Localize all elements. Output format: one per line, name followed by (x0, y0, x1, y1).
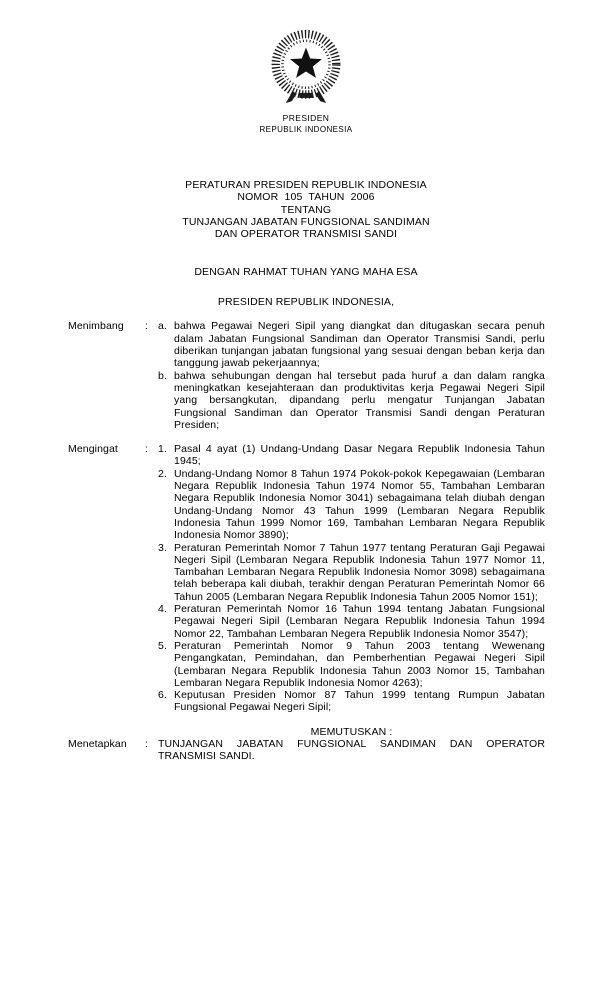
item-text: bahwa sehubungan dengan hal tersebut pada huruf a dan dalam rangka meningkatkan kesejahteraan dan produktivitas kerja Pegawai Negeri Sipil yang bersangkutan, dipandang perlu mengatur Tunjangan Jabatan Fungsional Sandiman dan Operator Transmisi Sandi dengan Peraturan Presiden; (174, 369, 545, 431)
institution-line2: REPUBLIK INDONESIA (259, 125, 353, 134)
list-item (158, 468, 545, 542)
menetapkan-label-text: Menetapkan (68, 737, 127, 750)
presidential-seal-icon (264, 24, 348, 108)
list-item (158, 370, 545, 431)
item-marker: 1. (158, 443, 167, 456)
menimbang-label (68, 320, 148, 332)
menimbang-label-text: Menimbang (68, 320, 124, 333)
authority-line: PRESIDEN REPUBLIK INDONESIA, (217, 296, 395, 309)
menimbang-section (68, 320, 545, 431)
mengingat-label (68, 443, 148, 455)
mengingat-section (68, 443, 545, 714)
title-line-subject-1: TUNJANGAN JABATAN FUNGSIONAL SANDIMAN (182, 215, 430, 228)
item-text: Peraturan Pemerintah Nomor 9 Tahun 2003 tentang Wewenang Pengangkatan, Pemindahan, dan Pemberhentian Pegawai Negeri Sipil (Lembaran Negara Republik Indonesia Tahun 2003 Nomor 15, Tambahan Lembaran Negara Republik Indonesia Nomor 4263); (174, 639, 545, 689)
list-item (158, 640, 545, 689)
memutuskan-heading: MEMUTUSKAN : (310, 725, 393, 738)
item-text: Peraturan Pemerintah Nomor 16 Tahun 1994 tentang Jabatan Fungsional Pegawai Negeri Sipil (Lembaran Negara Republik Indonesia Tahun 1994 Nomor 22, Tambahan Lembaran Negera Republik Indonesia Nomor 3547); (174, 603, 545, 640)
item-text: bahwa Pegawai Negeri Sipil yang diangkat dan ditugaskan secara penuh dalam Jabatan Fungsional Sandiman dan Operator Transmisi Sandi, perlu diberikan tunjangan jabatan fungsional yang sesuai dengan beban kerja dan tanggung jawab pekerjaannya; (174, 320, 545, 370)
title-line-1: PERATURAN PRESIDEN REPUBLIK INDONESIA (185, 179, 427, 191)
invocation-line: DENGAN RAHMAT TUHAN YANG MAHA ESA (194, 266, 418, 279)
mengingat-label-text: Mengingat (68, 443, 118, 456)
title-line-subject-2: DAN OPERATOR TRANSMISI SANDI (214, 228, 398, 241)
menetapkan-section (68, 738, 545, 763)
mengingat-content (158, 443, 545, 714)
item-text: Undang-Undang Nomor 8 Tahun 1974 Pokok-pokok Kepegawaian (Lembaran Negara Republik Indonesia Tahun 1974 Nomor 55, Tambahan Lembaran Negara Republik Indonesia Nomor 3041) sebagaimana telah diubah dengan Undang-Undang Nomor 43 Tahun 1999 (Lembaran Negara Republik Indonesia Tahun 1999 Nomor 169, Tambahan Lembaran Negara Republik Indonesia Nomor 3890); (174, 467, 545, 542)
item-marker: 3. (158, 541, 167, 554)
menetapkan-content (158, 738, 545, 763)
mengingat-label-colon: : (144, 443, 148, 456)
menetapkan-label-colon: : (144, 737, 148, 750)
emblem-container (0, 0, 612, 135)
institution-line1: PRESIDEN (282, 113, 330, 123)
document-body (68, 320, 545, 762)
menimbang-content (158, 320, 545, 431)
list-item (158, 689, 545, 714)
item-text: Peraturan Pemerintah Nomor 7 Tahun 1977 tentang Peraturan Gaji Pegawai Negeri Sipil (Lembaran Negara Republik Indonesia Tahun 1977 Nomor 11, Tambahan Lembaran Negara Republik Indonesia Nomor 3098) sebagaimana telah beberapa kali diubah, terakhir dengan Peraturan Pemerintah Nomor 66 Tahun 2005 (Lembaran Negara Republik Indonesia Tahun 2005 Nomor 151); (174, 541, 545, 603)
item-marker: b. (158, 369, 167, 382)
menimbang-label-colon: : (144, 320, 148, 333)
list-item (158, 443, 545, 468)
item-text: Keputusan Presiden Nomor 87 Tahun 1999 tentang Rumpun Jabatan Fungsional Pegawai Negeri Sipil; (174, 689, 545, 714)
item-marker: 4. (158, 603, 167, 616)
regulation-title (0, 179, 612, 240)
list-item (158, 542, 545, 603)
item-marker: 2. (158, 467, 167, 480)
item-text: Pasal 4 ayat (1) Undang-Undang Dasar Negara Republik Indonesia Tahun 1945; (174, 443, 545, 468)
list-item (158, 320, 545, 369)
item-marker: a. (158, 320, 167, 333)
list-item (158, 603, 545, 640)
title-line-number: NOMOR 105 TAHUN 2006 (237, 191, 375, 204)
item-marker: 5. (158, 639, 167, 652)
menetapkan-text: TUNJANGAN JABATAN FUNGSIONAL SANDIMAN DAN OPERATOR TRANSMISI SANDI. (158, 737, 545, 763)
title-line-tentang: TENTANG (280, 203, 332, 216)
item-marker: 6. (158, 689, 167, 702)
institution-name (0, 113, 612, 135)
menetapkan-label (68, 738, 148, 750)
